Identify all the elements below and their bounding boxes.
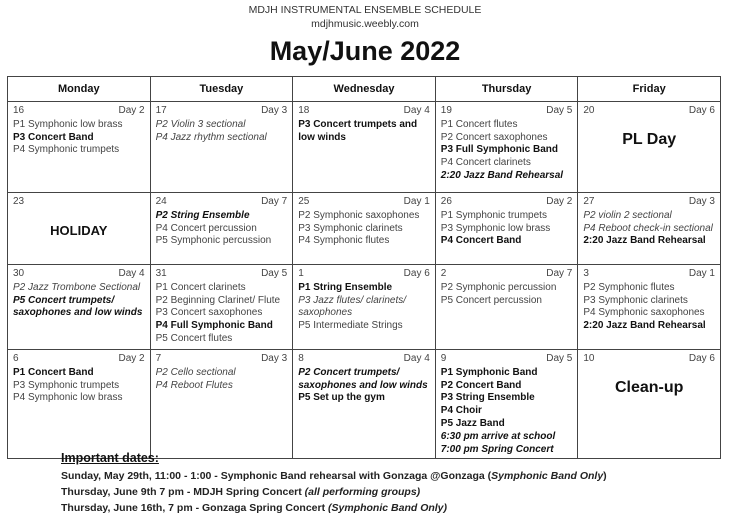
day-cell: [293, 102, 436, 193]
date-number: 1: [298, 268, 304, 279]
cell-header: [298, 196, 430, 209]
schedule-entry: 2:20 Jazz Band Rehearsal: [440, 169, 564, 181]
schedule-entry: P4 Symphonic flutes: [298, 235, 390, 247]
day-cell: [150, 265, 293, 350]
day-cell: [293, 265, 436, 350]
date-number: 25: [298, 196, 310, 207]
schedule-entry: P2 Concert saxophones: [440, 131, 548, 143]
schedule-entry: P1 Symphonic trumpets: [440, 209, 547, 221]
day-cell: [293, 350, 436, 459]
date-number: 18: [298, 105, 310, 116]
schedule-entry: P2 Symphonic saxophones: [298, 209, 420, 221]
week-row: [8, 265, 721, 350]
cell-header: [156, 268, 288, 281]
day-cell: [578, 102, 721, 193]
day-cell: [8, 265, 151, 350]
schedule-heading: MDJH INSTRUMENTAL ENSEMBLE SCHEDULE: [248, 4, 482, 16]
rotation-day: Day 6: [688, 105, 715, 116]
rotation-day: Day 4: [403, 105, 430, 116]
schedule-entry: P1 Concert flutes: [440, 118, 518, 130]
cell-header: [298, 353, 430, 366]
schedule-entry: P4 Reboot Flutes: [155, 379, 233, 391]
day-cell: [578, 350, 721, 459]
cell-header: [13, 353, 145, 366]
schedule-entry: P4 Jazz rhythm sectional: [155, 131, 267, 143]
schedule-entry: P3 String Ensemble: [440, 392, 535, 404]
schedule-entry: P4 Symphonic low brass: [13, 392, 123, 404]
cell-header: [441, 353, 573, 366]
rotation-day: Day 3: [261, 353, 288, 364]
page-title: May/June 2022: [269, 36, 461, 66]
week-row: [8, 193, 721, 265]
schedule-entry: P3 Full Symphonic Band: [440, 144, 559, 156]
cell-header: [298, 105, 430, 118]
date-number: 19: [440, 105, 452, 116]
schedule-entry: P3 Symphonic clarinets: [298, 222, 403, 234]
rotation-day: Day 4: [403, 353, 430, 364]
date-number: 26: [440, 196, 452, 207]
important-note: Sunday, May 29th, 11:00 - 1:00 - Symphonic Band rehearsal with Gonzaga @Gonzaga (Symphonic Band Only): [61, 470, 607, 482]
schedule-entry: P5 Symphonic percussion: [155, 235, 272, 247]
schedule-entry: P1 Concert clarinets: [155, 281, 246, 293]
date-number: 9: [440, 353, 447, 364]
day-cell: [150, 102, 293, 193]
day-cell: [435, 193, 578, 265]
weekday-header: Thursday: [435, 77, 578, 102]
day-cell: [435, 350, 578, 459]
day-cell: [150, 193, 293, 265]
cell-header: [583, 105, 715, 118]
schedule-entry: P4 Concert clarinets: [440, 157, 531, 169]
rotation-day: Day 3: [261, 105, 288, 116]
cell-header: [583, 196, 715, 209]
schedule-entry: P1 String Ensemble: [298, 281, 393, 293]
weekday-header: Tuesday: [150, 77, 293, 102]
schedule-entry: P2 Symphonic percussion: [440, 281, 557, 293]
cell-header: [156, 353, 288, 366]
date-number: 27: [583, 196, 595, 207]
schedule-entry: P3 Jazz flutes/ clarinets/ saxophones: [298, 294, 407, 319]
cell-header: [583, 268, 715, 281]
rotation-day: Day 1: [688, 268, 715, 279]
schedule-entry: P4 Symphonic saxophones: [583, 307, 705, 319]
week-row: [8, 102, 721, 193]
rotation-day: Day 2: [118, 105, 145, 116]
cell-header: [583, 353, 715, 366]
cell-header: [156, 196, 288, 209]
schedule-entry: P3 Concert trumpets and low winds: [298, 118, 418, 143]
date-number: 6: [13, 353, 19, 364]
date-number: 31: [155, 268, 167, 279]
cell-header: [13, 196, 145, 209]
cell-header: [441, 196, 573, 209]
schedule-entry: P4 Symphonic trumpets: [13, 144, 120, 156]
schedule-entry: P4 Concert percussion: [155, 222, 257, 234]
rotation-day: Day 7: [546, 268, 573, 279]
date-number: 3: [583, 268, 589, 279]
important-note: Thursday, June 16th, 7 pm - Gonzaga Spring Concert (Symphonic Band Only): [61, 502, 448, 514]
schedule-entry: P4 Choir: [440, 405, 482, 417]
schedule-entry: P5 Concert percussion: [440, 294, 542, 306]
schedule-entry: P5 Jazz Band: [440, 417, 505, 429]
schedule-entry: P3 Symphonic trumpets: [13, 379, 120, 391]
rotation-day: Day 5: [546, 105, 573, 116]
schedule-entry: P2 Concert trumpets/ saxophones and low winds: [298, 366, 428, 391]
weekday-header-row: [8, 77, 721, 102]
day-cell: [435, 265, 578, 350]
rotation-day: Day 3: [688, 196, 715, 207]
day-cell: [8, 193, 151, 265]
special-day-label: HOLIDAY: [50, 222, 108, 238]
day-cell: [293, 193, 436, 265]
important-dates-heading: Important dates:: [61, 451, 159, 465]
day-cell: [578, 265, 721, 350]
day-cell: [8, 350, 151, 459]
schedule-entry: 2:20 Jazz Band Rehearsal: [583, 320, 706, 332]
date-number: 20: [583, 105, 595, 116]
weekday-header: Wednesday: [293, 77, 436, 102]
weekday-header: Friday: [578, 77, 721, 102]
schedule-entry: P5 Concert trumpets/ saxophones and low winds: [13, 294, 143, 319]
cell-header: [156, 105, 288, 118]
day-cell: [578, 193, 721, 265]
date-number: 10: [583, 353, 595, 364]
schedule-entry: P3 Concert saxophones: [155, 307, 263, 319]
cell-header: [298, 268, 430, 281]
special-day-label: Clean-up: [614, 378, 684, 396]
rotation-day: Day 4: [118, 268, 145, 279]
date-number: 17: [155, 105, 167, 116]
schedule-entry: P2 Symphonic flutes: [583, 281, 675, 293]
date-number: 7: [155, 353, 162, 364]
rotation-day: Day 6: [688, 353, 715, 364]
date-number: 8: [298, 353, 304, 364]
rotation-day: Day 2: [118, 353, 145, 364]
rotation-day: Day 5: [261, 268, 288, 279]
website-link[interactable]: mdjhmusic.weebly.com: [311, 18, 419, 30]
rotation-day: Day 2: [546, 196, 573, 207]
rotation-day: Day 1: [403, 196, 430, 207]
schedule-entry: P2 Cello sectional: [155, 366, 236, 378]
schedule-entry: P2 Jazz Trombone Sectional: [13, 281, 141, 293]
schedule-entry: P2 Concert Band: [440, 379, 522, 391]
cell-header: [13, 268, 145, 281]
schedule-entry: P2 violin 2 sectional: [583, 209, 672, 221]
weekday-header: Monday: [8, 77, 151, 102]
schedule-entry: P3 Symphonic clarinets: [583, 294, 688, 306]
date-number: 30: [13, 268, 25, 279]
rotation-day: Day 6: [403, 268, 430, 279]
rotation-day: Day 7: [261, 196, 288, 207]
schedule-entry: P5 Concert flutes: [155, 332, 233, 344]
schedule-entry: P3 Concert Band: [13, 131, 94, 143]
schedule-entry: P2 Violin 3 sectional: [155, 118, 246, 130]
date-number: 2: [440, 268, 447, 279]
cell-header: [13, 105, 145, 118]
schedule-entry: P1 Symphonic Band: [440, 366, 538, 378]
schedule-entry: P2 String Ensemble: [155, 209, 250, 221]
schedule-entry: P4 Concert Band: [440, 235, 522, 247]
schedule-entry: 6:30 pm arrive at school: [440, 430, 556, 442]
day-cell: [435, 102, 578, 193]
schedule-entry: P3 Symphonic low brass: [440, 222, 551, 234]
schedule-entry: P1 Symphonic low brass: [13, 118, 123, 130]
schedule-entry: P2 Beginning Clarinet/ Flute: [155, 294, 281, 306]
cell-header: [441, 105, 573, 118]
important-note: Thursday, June 9th 7 pm - MDJH Spring Concert (all performing groups): [61, 486, 421, 498]
day-cell: [150, 350, 293, 459]
date-number: 23: [13, 196, 25, 207]
special-day-label: PL Day: [622, 130, 677, 148]
schedule-entry: P5 Intermediate Strings: [298, 320, 403, 332]
schedule-entry: P5 Set up the gym: [298, 392, 385, 404]
calendar-table: [7, 76, 721, 459]
schedule-entry: 7:00 pm Spring Concert: [440, 443, 554, 455]
rotation-day: Day 5: [546, 353, 573, 364]
schedule-entry: P4 Reboot check-in sectional: [583, 222, 713, 234]
schedule-entry: P4 Full Symphonic Band: [155, 320, 273, 332]
schedule-entry: 2:20 Jazz Band Rehearsal: [583, 235, 706, 247]
week-row: [8, 350, 721, 459]
schedule-entry: P1 Concert Band: [13, 366, 94, 378]
day-cell: [8, 102, 151, 193]
date-number: 24: [155, 196, 167, 207]
date-number: 16: [13, 105, 25, 116]
cell-header: [441, 268, 573, 281]
